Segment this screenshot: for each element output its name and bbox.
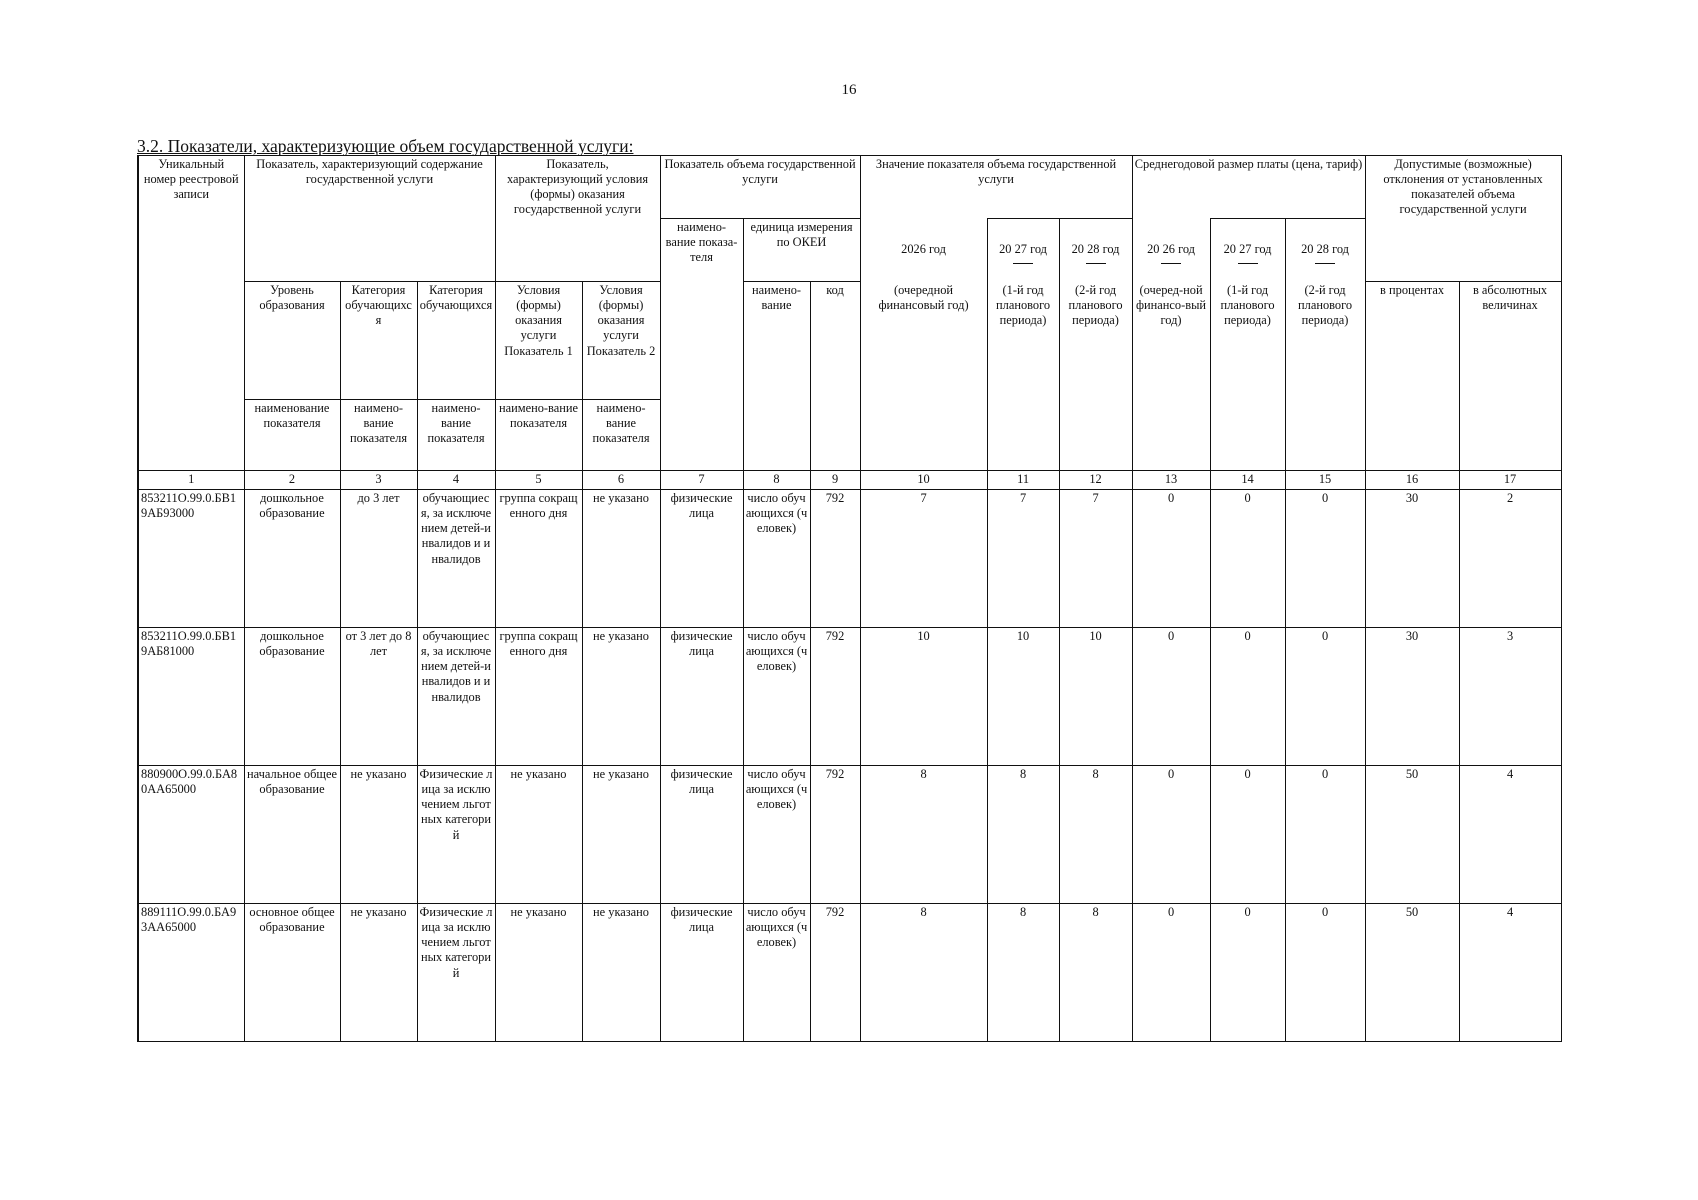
fee-2027: 0 [1210, 628, 1285, 766]
unit-name: число обучающихся (человек) [743, 628, 810, 766]
header-indicator-name-1: наименование показателя [244, 400, 340, 471]
table-row [138, 766, 1561, 904]
deviation-percent: 30 [1365, 628, 1459, 766]
volume-indicators-table [137, 155, 1562, 1042]
condition-2: не указано [582, 904, 660, 1042]
header-fee-group: Среднегодовой размер платы (цена, тариф) [1132, 156, 1365, 219]
education-level: начальное общее образование [244, 766, 340, 904]
fee-2026: 0 [1132, 766, 1210, 904]
deviation-absolute: 4 [1459, 904, 1561, 1042]
header-deviation-group: Допустимые (возможные) отклонения от установленных показателей объема государственной услуги [1365, 156, 1561, 219]
value-2026: 10 [860, 628, 987, 766]
registry-code: 880900О.99.0.БА80АА65000 [138, 766, 244, 904]
column-number: 11 [987, 471, 1059, 490]
value-2028: 8 [1059, 904, 1132, 1042]
header-value-2027: 20 27 год [987, 219, 1059, 282]
header-value-2026: 2026 год [860, 219, 987, 282]
header-fee-2028: 20 28 год [1285, 219, 1365, 282]
fee-2028: 0 [1285, 490, 1365, 628]
header-volume-group: Показатель объема государственной услуги [660, 156, 860, 219]
deviation-absolute: 4 [1459, 766, 1561, 904]
header-value-group: Значение показателя объема государственной услуги [860, 156, 1132, 219]
header-fee-2027-sub: (1-й год планового периода) [1210, 282, 1285, 471]
page-number: 16 [841, 82, 857, 98]
header-indicator-name-2: наимено-вание показателя [340, 400, 417, 471]
header-indicator-name-4: наимено-вание показателя [495, 400, 582, 471]
category-1: до 3 лет [340, 490, 417, 628]
category-2: обучающиеся, за исключением детей-инвалидов и инвалидов [417, 628, 495, 766]
condition-2: не указано [582, 628, 660, 766]
column-number: 5 [495, 471, 582, 490]
column-number: 17 [1459, 471, 1561, 490]
header-conditions-group: Показатель, характеризующий условия (формы) оказания государственной услуги [495, 156, 660, 282]
column-number: 13 [1132, 471, 1210, 490]
column-number: 4 [417, 471, 495, 490]
header-fee-2026-sub: (очеред-ной финансо-вый год) [1132, 282, 1210, 471]
unit-name: число обучающихся (человек) [743, 904, 810, 1042]
education-level: основное общее образование [244, 904, 340, 1042]
value-2026: 8 [860, 766, 987, 904]
value-2027: 8 [987, 766, 1059, 904]
header-unit-code: код [810, 282, 860, 471]
condition-1: не указано [495, 766, 582, 904]
header-deviation-absolute: в абсолютных величинах [1459, 282, 1561, 471]
registry-code: 853211О.99.0.БВ19АБ81000 [138, 628, 244, 766]
column-number-row [138, 471, 1561, 490]
value-2026: 8 [860, 904, 987, 1042]
unit-code: 792 [810, 904, 860, 1042]
column-number: 2 [244, 471, 340, 490]
section-title: 3.2. Показатели, характеризующие объем государственной услуги: [137, 136, 634, 156]
column-number: 8 [743, 471, 810, 490]
deviation-percent: 30 [1365, 490, 1459, 628]
header-value-2028: 20 28 год [1059, 219, 1132, 282]
registry-code: 889111О.99.0.БА93АА65000 [138, 904, 244, 1042]
value-2027: 10 [987, 628, 1059, 766]
column-number: 9 [810, 471, 860, 490]
table-row [138, 904, 1561, 1042]
fee-2027: 0 [1210, 766, 1285, 904]
table-header [138, 156, 1561, 490]
header-category-2: Категория обучающихся [417, 282, 495, 400]
column-number: 16 [1365, 471, 1459, 490]
fee-2027: 0 [1210, 490, 1285, 628]
header-volume-unit: единица измерения по ОКЕИ [743, 219, 860, 282]
condition-1: не указано [495, 904, 582, 1042]
category-1: не указано [340, 766, 417, 904]
fee-2026: 0 [1132, 628, 1210, 766]
category-1: не указано [340, 904, 417, 1042]
fee-2028: 0 [1285, 904, 1365, 1042]
header-condition-2: Условия (формы) оказания услуги Показатель 2 [582, 282, 660, 400]
table-row [138, 628, 1561, 766]
education-level: дошкольное образование [244, 628, 340, 766]
header-condition-1: Условия (формы) оказания услуги Показатель 1 [495, 282, 582, 400]
fee-2028: 0 [1285, 628, 1365, 766]
unit-code: 792 [810, 490, 860, 628]
education-level: дошкольное образование [244, 490, 340, 628]
value-2027: 7 [987, 490, 1059, 628]
deviation-absolute: 3 [1459, 628, 1561, 766]
header-deviation-spacer [1365, 219, 1561, 282]
deviation-percent: 50 [1365, 904, 1459, 1042]
fee-2026: 0 [1132, 490, 1210, 628]
column-number: 3 [340, 471, 417, 490]
header-value-2028-sub: (2-й год планового периода) [1059, 282, 1132, 471]
table-row [138, 490, 1561, 628]
column-number: 6 [582, 471, 660, 490]
header-content-group: Показатель, характеризующий содержание государственной услуги [244, 156, 495, 282]
unit-code: 792 [810, 766, 860, 904]
column-number: 10 [860, 471, 987, 490]
fee-2027: 0 [1210, 904, 1285, 1042]
volume-indicator-name: физические лица [660, 628, 743, 766]
deviation-absolute: 2 [1459, 490, 1561, 628]
unit-name: число обучающихся (человек) [743, 490, 810, 628]
fee-2028: 0 [1285, 766, 1365, 904]
header-fee-2026: 20 26 год [1132, 219, 1210, 282]
condition-2: не указано [582, 766, 660, 904]
volume-indicator-name: физические лица [660, 490, 743, 628]
column-number: 14 [1210, 471, 1285, 490]
unit-name: число обучающихся (человек) [743, 766, 810, 904]
category-2: Физические лица за исключением льготных категорий [417, 766, 495, 904]
column-number: 1 [138, 471, 244, 490]
deviation-percent: 50 [1365, 766, 1459, 904]
value-2027: 8 [987, 904, 1059, 1042]
value-2028: 8 [1059, 766, 1132, 904]
condition-1: группа сокращенного дня [495, 628, 582, 766]
unit-code: 792 [810, 628, 860, 766]
value-2028: 10 [1059, 628, 1132, 766]
header-indicator-name-5: наимено-вание показателя [582, 400, 660, 471]
registry-code: 853211О.99.0.БВ19АБ93000 [138, 490, 244, 628]
header-value-2026-sub: (очередной финансовый год) [860, 282, 987, 471]
header-level: Уровень образования [244, 282, 340, 400]
column-number: 7 [660, 471, 743, 490]
header-category-1: Категория обучающихся [340, 282, 417, 400]
header-fee-2027: 20 27 год [1210, 219, 1285, 282]
condition-2: не указано [582, 490, 660, 628]
header-indicator-name-3: наимено-вание показателя [417, 400, 495, 471]
header-deviation-percent: в процентах [1365, 282, 1459, 471]
header-unit-name: наимено-вание [743, 282, 810, 471]
header-fee-2028-sub: (2-й год планового периода) [1285, 282, 1365, 471]
condition-1: группа сокращенного дня [495, 490, 582, 628]
header-unique-number: Уникальный номер реестровой записи [138, 156, 244, 471]
category-2: Физические лица за исключением льготных категорий [417, 904, 495, 1042]
fee-2026: 0 [1132, 904, 1210, 1042]
table-body [138, 490, 1561, 1042]
value-2026: 7 [860, 490, 987, 628]
header-value-2027-sub: (1-й год планового периода) [987, 282, 1059, 471]
category-1: от 3 лет до 8 лет [340, 628, 417, 766]
column-number: 15 [1285, 471, 1365, 490]
column-number: 12 [1059, 471, 1132, 490]
header-volume-name: наимено-вание показа-теля [660, 219, 743, 471]
volume-indicator-name: физические лица [660, 904, 743, 1042]
category-2: обучающиеся, за исключением детей-инвалидов и инвалидов [417, 490, 495, 628]
value-2028: 7 [1059, 490, 1132, 628]
volume-indicator-name: физические лица [660, 766, 743, 904]
